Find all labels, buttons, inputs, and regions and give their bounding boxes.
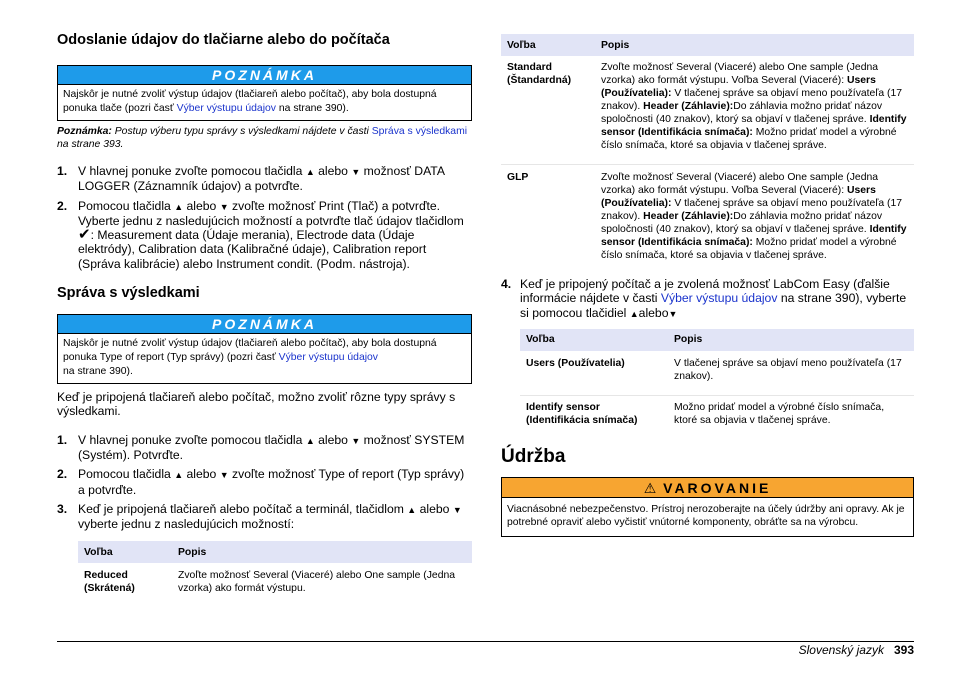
down-arrow-icon: ▼ [351, 167, 361, 177]
table-row [520, 395, 914, 439]
table-cell-description: Zvoľte možnosť Several (Viaceré) alebo One sample (Jedna vzorka) ako formát výstupu. Voľba Several (Viaceré): Users (Používatelia): V tlačenej správe sa objaví meno používateľa (17 znakov). Header (Záhlavie):Do záhlavia možno pridať názov spoločnosti (40 znakov), ktorý sa objaví v tlačenej správe. Identify sensor (Identifikácia snímača): Možno pridať model a výrobné číslo snímača, ktoré sa objavia v tlačenej správe. [595, 165, 914, 275]
note-box-report [57, 314, 472, 384]
table-cell-option: Users (Používatelia) [526, 357, 625, 369]
table-header-description: Popis [172, 541, 472, 563]
table-cell-option: Reduced (Skrátená) [84, 570, 135, 595]
warning-header-text: VAROVANIE [663, 479, 772, 496]
checkmark-icon: ✔ [78, 226, 91, 244]
note-box-print [57, 65, 472, 121]
step-number: 2. [57, 198, 68, 213]
table-cell-description: Zvoľte možnosť Several (Viaceré) alebo One sample (Jedna vzorka) ako formát výstupu. Voľba Several (Viaceré): Users (Používatelia): V tlačenej správe sa objaví meno používateľa (17 znakov). Header (Záhlavie):Do záhlavia možno pridať názov spoločnosti (40 znakov), ktorý sa objaví v tlačenej správe. Identify sensor (Identifikácia snímača): Možno pridať model a výrobné číslo snímača, ktoré sa objavia v tlačenej správe. [601, 62, 907, 151]
section-title-send-data: Odoslanie údajov do tlačiarne alebo do počítača [57, 32, 390, 48]
up-arrow-icon: ▲ [305, 435, 315, 446]
step-text: Pomocou tlačidla ▲ alebo ▼ zvoľte možnosť Print (Tlač) a potvrďte. Vyberte jednu z nasledujúcich možností a potvrďte tlač údajov tlačidlom ✔: Measurement data (Údaje merania), Electrode data (Údaje elektródy), Calibration data (Kalibračné údaje), Calibration report (Správa kalibrácie) alebo Instrument condit. (Podm. nástroja). [78, 198, 464, 271]
step-number: 3. [57, 501, 68, 516]
report-paragraph: Keď je pripojená tlačiareň alebo počítač, možno zvoliť rôzne typy správy s výsledkami. [57, 390, 456, 419]
options-table-reduced [78, 541, 472, 607]
table-row [501, 56, 914, 165]
table-header-description: Popis [595, 34, 914, 56]
down-arrow-icon: ▼ [219, 470, 229, 481]
step-number: 1. [57, 432, 68, 447]
options-table-standard [501, 34, 914, 274]
page-number: 393 [893, 643, 914, 657]
table-header-option: Voľba [520, 329, 668, 351]
table-cell-option: Identify sensor (Identifikácia snímača) [520, 395, 668, 439]
note-header: POZNÁMKA [58, 66, 471, 85]
options-table-labcom [520, 329, 914, 439]
up-arrow-icon: ▲ [174, 470, 184, 481]
step-item [57, 433, 472, 463]
italic-note [57, 125, 472, 151]
italic-note-label: Poznámka: [57, 126, 112, 137]
down-arrow-icon: ▼ [219, 201, 229, 212]
table-cell-description: Zvoľte možnosť Several (Viaceré) alebo One sample (Jedna vzorka) ako formát výstupu. [178, 570, 456, 595]
step-number: 1. [57, 164, 68, 178]
note-text: Najskôr je nutné zvoliť výstup údajov (tlačiareň alebo počítač), aby bola dostupná ponuka tlače (pozri časť [63, 89, 437, 114]
footer-divider [57, 641, 914, 642]
step-text: V hlavnej ponuke zvoľte pomocou tlačidla ▲ alebo ▼ možnosť DATA LOGGER (Záznamník údajov) a potvrďte. [78, 164, 445, 194]
warning-body: Viacnásobné nebezpečenstvo. Prístroj nerozoberajte na účely údržby ani opravy. Ak je potrebné opraviť alebo vyčistiť vnútorné komponenty, obráťte sa na výrobcu. [507, 503, 905, 529]
table-cell-description: Možno pridať model a výrobné číslo snímača, ktoré sa objavia v tlačenej správe. [668, 395, 914, 439]
up-arrow-icon: ▲ [305, 167, 315, 177]
step-item [57, 467, 472, 497]
down-arrow-icon: ▼ [351, 435, 361, 446]
step-text: Keď je pripojená tlačiareň alebo počítač a terminál, tlačidlom ▲ alebo ▼ vyberte jednu z nasledujúcich možností: [78, 501, 462, 532]
warning-triangle-icon: ⚠ [643, 479, 657, 496]
right-column [501, 34, 914, 537]
link-data-output[interactable]: Výber výstupu údajov [278, 352, 379, 364]
note-text-end: na strane 390). [276, 103, 349, 114]
step-text: Keď je pripojený počítač a je zvolená možnosť LabCom Easy (ďalšie informácie nájdete v časti Výber výstupu údajov na strane 390), vyberte si pomocou tlačidiel ▲alebo▼ [520, 277, 907, 320]
note-text-end: na strane 390). [63, 366, 133, 378]
up-arrow-icon: ▲ [629, 308, 639, 319]
down-arrow-icon: ▼ [668, 308, 678, 319]
note-body [58, 85, 471, 120]
link-data-output[interactable]: Výber výstupu údajov [176, 103, 276, 114]
step-number: 4. [501, 277, 512, 291]
step-item [57, 199, 472, 271]
table-row [520, 351, 914, 396]
left-column [57, 32, 472, 607]
table-row [78, 563, 472, 607]
note-header: POZNÁMKA [58, 315, 471, 334]
section-title-report: Správa s výsledkami [57, 285, 200, 302]
steps-report [57, 433, 472, 532]
link-report[interactable]: Správa s výsledkami [371, 126, 468, 137]
section-title-maintenance: Údržba [501, 445, 566, 467]
step-number: 2. [57, 467, 68, 482]
step-4 [501, 277, 914, 321]
table-cell-description: V tlačenej správe sa objaví meno používateľa (17 znakov). [674, 357, 902, 382]
note-text: Najskôr je nutné zvoliť výstup údajov (tlačiareň alebo počítač), aby bola dostupná ponuka Type of report (Typ správy) (pozri časť [63, 338, 437, 364]
step-item [57, 164, 472, 194]
italic-note-text: Postup výberu typu správy s výsledkami nájdete v časti [111, 126, 372, 137]
note-body [58, 334, 471, 383]
warning-box [501, 477, 914, 537]
step-text: Pomocou tlačidla ▲ alebo ▼ zvoľte možnosť Type of report (Typ správy) a potvrďte. [78, 467, 465, 497]
step-item [501, 277, 914, 321]
link-data-output[interactable]: Výber výstupu údajov [660, 291, 778, 306]
table-row [501, 165, 914, 275]
steps-print [57, 164, 472, 271]
step-text: V hlavnej ponuke zvoľte pomocou tlačidla ▲ alebo ▼ možnosť SYSTEM (Systém). Potvrďte. [78, 432, 465, 462]
table-cell-option: Standard (Štandardná) [507, 62, 572, 86]
page-footer [799, 643, 914, 657]
footer-language: Slovenský jazyk [798, 643, 884, 657]
italic-note-text-end: na strane 393. [57, 139, 124, 150]
table-cell-option: GLP [501, 165, 595, 275]
up-arrow-icon: ▲ [407, 504, 417, 515]
down-arrow-icon: ▼ [452, 504, 462, 515]
table-header-description: Popis [668, 329, 914, 351]
table-header-option: Voľba [501, 34, 595, 56]
step-item [57, 502, 472, 532]
table-header-option: Voľba [78, 541, 172, 563]
warning-header [502, 478, 913, 498]
up-arrow-icon: ▲ [174, 201, 184, 212]
